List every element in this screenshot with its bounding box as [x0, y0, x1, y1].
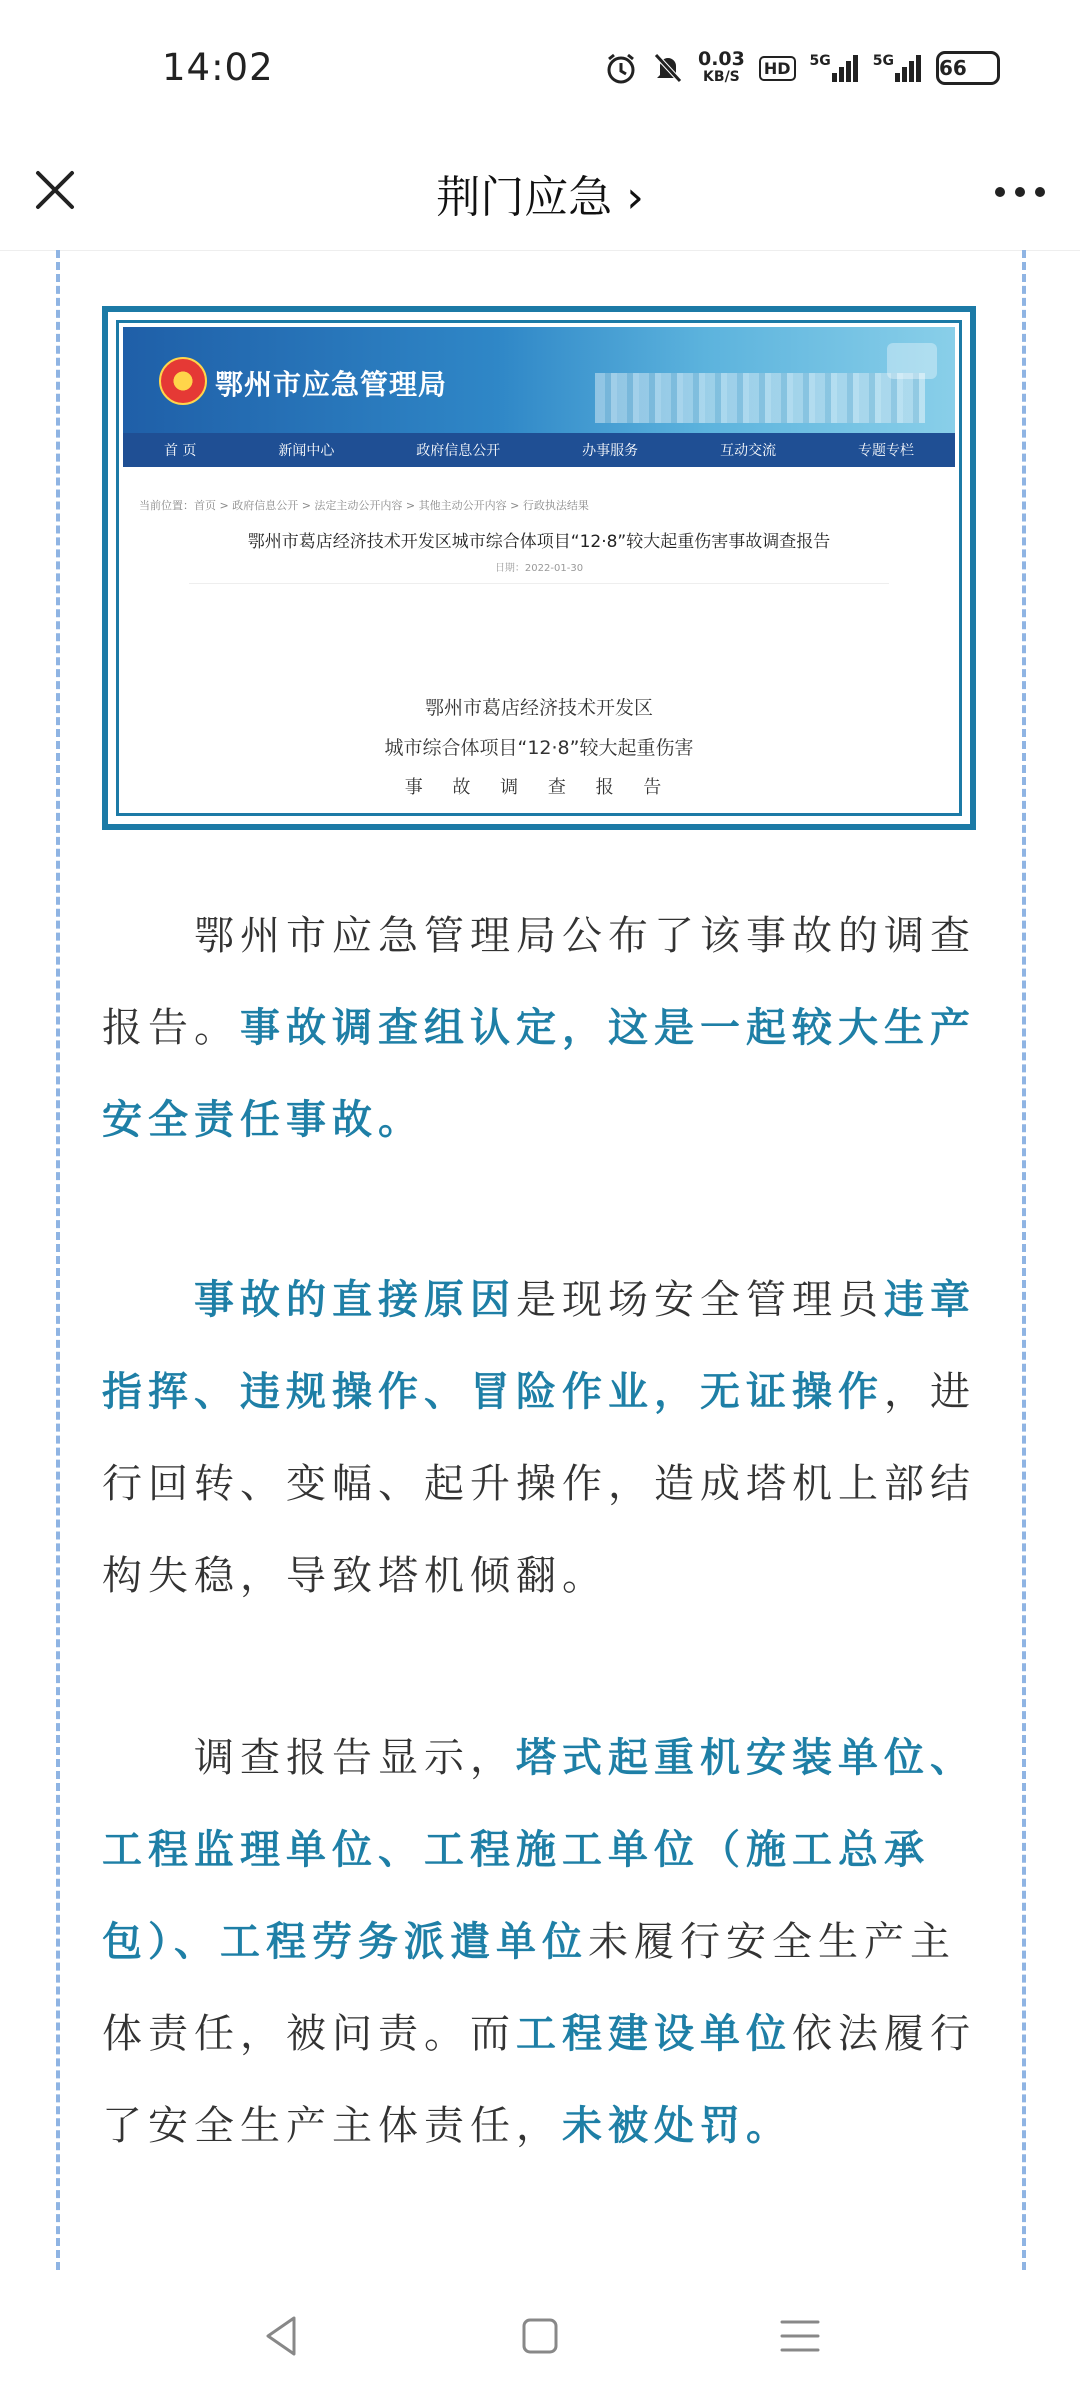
- document-title: 鄂州市葛店经济技术开发区城市综合体项目“12·8”较大起重伤害事故调查报告: [247, 532, 831, 552]
- home-icon[interactable]: [510, 2306, 570, 2366]
- site-nav: [123, 433, 955, 467]
- site-banner: [123, 327, 955, 433]
- site-nav-item: 新闻中心: [278, 443, 335, 459]
- site-nav-item: 首 页: [163, 443, 197, 459]
- signal-label-2: 5G: [872, 53, 894, 69]
- report-cover-line-1: 鄂州市葛店经济技术开发区: [424, 697, 653, 719]
- paragraph-text: 依法履行了安全生产主体责任，: [102, 2011, 976, 2149]
- status-icons: [604, 50, 1000, 86]
- system-nav-bar: [0, 2270, 1080, 2400]
- dashed-border-left: [56, 250, 60, 2270]
- paragraph-text: 是现场安全管理员: [516, 1277, 884, 1323]
- mute-icon: [652, 51, 684, 85]
- document-date: 日期：2022-01-30: [494, 563, 584, 574]
- article-content[interactable]: [0, 250, 1080, 2270]
- network-speed: [698, 50, 745, 86]
- back-icon[interactable]: [252, 2306, 312, 2366]
- dashed-border-right: [1022, 250, 1026, 2270]
- speed-value: 0.03: [697, 48, 745, 70]
- bureau-name: 鄂州市应急管理局: [215, 368, 448, 401]
- site-nav-item: 政府信息公开: [416, 443, 501, 459]
- signal-label: 5G: [809, 53, 831, 69]
- signal-icon: [810, 53, 859, 83]
- battery-icon: 66: [936, 51, 1000, 85]
- paragraph-2: [102, 1254, 978, 1622]
- national-emblem-icon: [159, 357, 207, 405]
- signal-icon-2: [873, 53, 922, 83]
- paragraph-text: ，进行回转、变幅、起升操作，造成塔机上部结构失稳，导致塔机倾翻。: [102, 1369, 976, 1599]
- highlight-text: 事故调查组认定，这是一起较大生产安全责任事故。: [102, 1005, 976, 1143]
- paragraph-3: [102, 1712, 978, 2172]
- highlight-text: 违章指挥、违规操作、冒险作业，无证操作: [102, 1277, 976, 1415]
- highlight-text: 事故的直接原因: [194, 1277, 516, 1323]
- highlight-text: 工程建设单位: [516, 2011, 792, 2057]
- menu-icon[interactable]: [770, 2306, 830, 2366]
- site-breadcrumb: 当前位置：首页 > 政府信息公开 > 法定主动公开内容 > 其他主动公开内容 > 行政执法结果: [139, 499, 589, 512]
- more-icon[interactable]: [990, 167, 1050, 217]
- paragraph-text: 未履行安全生产主体责任，被问责。而: [102, 1919, 956, 2057]
- paragraph-text: 调查报告显示，: [194, 1735, 516, 1781]
- figure-frame: [116, 320, 962, 816]
- status-bar: [0, 0, 1080, 145]
- alarm-icon: [604, 51, 638, 85]
- highlight-text: 未被处罚。: [562, 2103, 792, 2149]
- skyline-illustration: [595, 373, 925, 423]
- report-screenshot-image: [102, 306, 976, 830]
- page-title[interactable]: 荆门应急 ›: [436, 172, 644, 223]
- document-divider: [189, 583, 889, 584]
- site-nav-item: 专题专栏: [858, 443, 915, 459]
- report-cover-line-3: 事 故 调 查 报 告: [404, 777, 674, 798]
- paragraph-text: 鄂州市应急管理局公布了该事故的调查报告。: [102, 913, 976, 1051]
- site-nav-item: 办事服务: [582, 443, 639, 459]
- status-time: 14:02: [162, 46, 274, 89]
- paragraph-1: [102, 890, 978, 1166]
- highlight-text: 塔式起重机安装单位、工程监理单位、工程施工单位（施工总承包）、工程劳务派遣单位: [102, 1735, 976, 1965]
- title-bar: [0, 145, 1080, 251]
- city-logo-icon: [887, 343, 937, 379]
- hd-badge: HD: [759, 56, 796, 81]
- report-cover-line-2: 城市综合体项目“12·8”较大起重伤害: [384, 737, 694, 759]
- site-nav-item: 互动交流: [720, 443, 777, 459]
- speed-unit: KB/S: [703, 69, 740, 85]
